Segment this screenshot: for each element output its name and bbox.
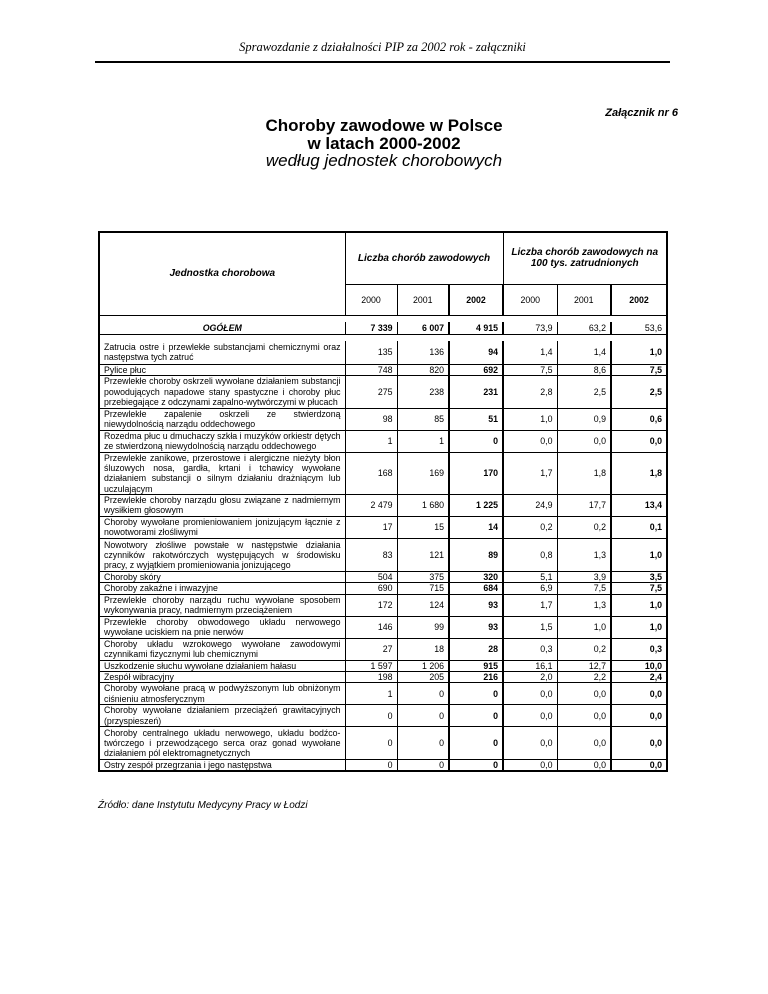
year-header: 2002 [449,284,503,315]
value-cell: 1,0 [503,408,557,430]
value-cell: 0 [449,430,503,452]
value-cell: 1,3 [557,594,611,616]
value-cell: 0 [345,727,397,760]
value-cell: 1 [345,683,397,705]
value-cell: 1,0 [611,341,667,364]
diseases-table [98,231,668,772]
value-cell: 7,5 [611,583,667,594]
table-row [99,583,667,594]
value-cell: 7,5 [557,583,611,594]
value-cell: 2,5 [611,375,667,408]
title-line-1: Choroby zawodowe w Polsce [265,116,503,135]
value-cell: 0,0 [503,760,557,772]
value-cell: 168 [345,452,397,494]
value-cell: 320 [449,571,503,582]
value-cell: 1,4 [557,341,611,364]
value-cell: 1,8 [557,452,611,494]
value-cell: 0 [397,705,449,727]
value-cell: 0 [449,727,503,760]
value-cell: 0 [397,727,449,760]
value-cell: 0,9 [557,408,611,430]
value-cell: 7,5 [503,364,557,375]
value-cell: 0,0 [503,705,557,727]
table-row [99,452,667,494]
value-cell: 12,7 [557,660,611,671]
value-cell: 3,5 [611,571,667,582]
value-cell: 0,0 [611,683,667,705]
value-cell: 0,0 [503,683,557,705]
value-cell: 0 [449,683,503,705]
disease-name: Pylice płuc [99,364,345,375]
value-cell: 94 [449,341,503,364]
table-row [99,616,667,638]
disease-name: Choroby wywołane promieniowaniem jonizującym łącznie z nowotworami złośliwymi [99,516,345,538]
year-header: 2000 [503,284,557,315]
table-row [99,364,667,375]
table-row [99,571,667,582]
disease-name: Zespół wibracyjny [99,671,345,682]
value-cell: 0,2 [503,516,557,538]
value-cell: 0,0 [557,683,611,705]
table-row [99,671,667,682]
group-header-counts: Liczba chorób zawodowych [345,232,503,284]
value-cell: 170 [449,452,503,494]
value-cell: 2,5 [557,375,611,408]
value-cell: 2,4 [611,671,667,682]
value-cell: 216 [449,671,503,682]
value-cell: 1,7 [503,594,557,616]
value-cell: 1,5 [503,616,557,638]
value-cell: 51 [449,408,503,430]
table-row [99,760,667,772]
value-cell: 0 [397,683,449,705]
value-cell: 0,0 [557,430,611,452]
value-cell: 0,2 [557,638,611,660]
value-cell: 2,8 [503,375,557,408]
value-cell: 85 [397,408,449,430]
value-cell: 375 [397,571,449,582]
disease-name: Choroby centralnego układu nerwowego, układu bodźco-twórczego i przewodzącego serca oraz gonad wywołane działaniem pól elektromagnetycznych [99,727,345,760]
value-cell: 0,3 [611,638,667,660]
table-row [99,727,667,760]
value-cell: 1,4 [503,341,557,364]
disease-name: Przewlekłe choroby oskrzeli wywołane działaniem substancji powodujących napadowe stany spastyczne i choroby płuc przebiegające z odczynami zapalno-wytwórczymi w płucach [99,375,345,408]
value-cell: 748 [345,364,397,375]
value-cell: 205 [397,671,449,682]
value-cell: 17 [345,516,397,538]
value-cell: 0 [345,705,397,727]
disease-name: Przewlekłe choroby narządu głosu związane z nadmiernym wysiłkiem głosowym [99,494,345,516]
total-value: 6 007 [397,322,449,335]
total-value: 73,9 [503,322,557,335]
value-cell: 238 [397,375,449,408]
table-row [99,683,667,705]
value-cell: 0,0 [557,727,611,760]
value-cell: 8,6 [557,364,611,375]
value-cell: 1,0 [611,594,667,616]
value-cell: 1 597 [345,660,397,671]
value-cell: 18 [397,638,449,660]
disease-name: Choroby wywołane pracą w podwyższonym lub obniżonym ciśnieniu atmosferycznym [99,683,345,705]
value-cell: 14 [449,516,503,538]
value-cell: 13,4 [611,494,667,516]
value-cell: 3,9 [557,571,611,582]
value-cell: 99 [397,616,449,638]
table-row [99,705,667,727]
table-row [99,538,667,571]
value-cell: 0 [397,760,449,772]
value-cell: 231 [449,375,503,408]
table-row [99,516,667,538]
disease-name: Rozedma płuc u dmuchaczy szkła i muzyków orkiestr dętych ze stwierdzoną niewydolnością narządu oddechowego [99,430,345,452]
value-cell: 2 479 [345,494,397,516]
title-line-3: według jednostek chorobowych [265,151,503,170]
disease-name: Ostry zespół przegrzania i jego następstwa [99,760,345,772]
table-row [99,408,667,430]
disease-name: Uszkodzenie słuchu wywołane działaniem hałasu [99,660,345,671]
value-cell: 0,0 [611,760,667,772]
value-cell: 1 680 [397,494,449,516]
value-cell: 89 [449,538,503,571]
value-cell: 93 [449,616,503,638]
value-cell: 1 [397,430,449,452]
table-row [99,494,667,516]
value-cell: 15 [397,516,449,538]
disease-name: Przewlekłe choroby narządu ruchu wywołane sposobem wykonywania pracy, nadmiernym przeciążeniem [99,594,345,616]
value-cell: 1,7 [503,452,557,494]
value-cell: 1 [345,430,397,452]
disease-name: Choroby układu wzrokowego wywołane zawodowymi czynnikami fizycznymi lub chemicznymi [99,638,345,660]
disease-name: Zatrucia ostre i przewlekłe substancjami chemicznymi oraz następstwa tych zatruć [99,341,345,364]
group-header-rates: Liczba chorób zawodowych na 100 tys. zatrudnionych [503,232,667,284]
disease-name: Choroby skóry [99,571,345,582]
table-row [99,638,667,660]
disease-name: Przewlekłe zapalenie oskrzeli ze stwierdzoną niewydolnością narządu oddechowego [99,408,345,430]
value-cell: 0,0 [611,705,667,727]
total-value: 7 339 [345,322,397,335]
value-cell: 0,0 [557,760,611,772]
value-cell: 0,6 [611,408,667,430]
year-header: 2000 [345,284,397,315]
value-cell: 690 [345,583,397,594]
value-cell: 83 [345,538,397,571]
disease-name: Choroby zakaźne i inwazyjne [99,583,345,594]
value-cell: 820 [397,364,449,375]
value-cell: 121 [397,538,449,571]
value-cell: 684 [449,583,503,594]
value-cell: 198 [345,671,397,682]
value-cell: 10,0 [611,660,667,671]
table-row [99,375,667,408]
value-cell: 692 [449,364,503,375]
total-row-label: OGÓŁEM [99,322,345,335]
value-cell: 146 [345,616,397,638]
value-cell: 172 [345,594,397,616]
attachment-label: Załącznik nr 6 [605,107,678,119]
value-cell: 28 [449,638,503,660]
value-cell: 17,7 [557,494,611,516]
value-cell: 0 [449,705,503,727]
value-cell: 0,2 [557,516,611,538]
value-cell: 1,3 [557,538,611,571]
value-cell: 0,0 [611,727,667,760]
disease-name: Przewlekłe choroby obwodowego układu nerwowego wywołane uciskiem na pnie nerwów [99,616,345,638]
total-value: 4 915 [449,322,503,335]
value-cell: 0,1 [611,516,667,538]
diseases-table-container [98,231,668,772]
value-cell: 1,0 [557,616,611,638]
value-cell: 915 [449,660,503,671]
disease-name: Choroby wywołane działaniem przeciążeń grawitacyjnych (przyspieszeń) [99,705,345,727]
value-cell: 1,0 [611,538,667,571]
value-cell: 0,0 [503,430,557,452]
value-cell: 1 225 [449,494,503,516]
value-cell: 1,0 [611,616,667,638]
value-cell: 0,0 [557,705,611,727]
value-cell: 0,0 [503,727,557,760]
value-cell: 0 [345,760,397,772]
value-cell: 135 [345,341,397,364]
value-cell: 1,8 [611,452,667,494]
value-cell: 6,9 [503,583,557,594]
value-cell: 5,1 [503,571,557,582]
value-cell: 1 206 [397,660,449,671]
value-cell: 2,2 [557,671,611,682]
title-line-2: w latach 2000-2002 [307,134,461,153]
source-note: Źródło: dane Instytutu Medycyny Pracy w Łodzi [98,800,308,811]
year-header: 2002 [611,284,667,315]
value-cell: 0,8 [503,538,557,571]
column-header-unit: Jednostka chorobowa [99,232,345,315]
value-cell: 169 [397,452,449,494]
disease-name: Przewlekłe zanikowe, przerostowe i alergiczne nieżyty błon śluzowych nosa, gardła, krtani i tchawicy wywołane działaniem substancji o silnym działaniu drażniącym lub uczulającym [99,452,345,494]
header-rule [95,61,670,63]
value-cell: 0 [449,760,503,772]
value-cell: 0,0 [611,430,667,452]
year-header: 2001 [557,284,611,315]
value-cell: 27 [345,638,397,660]
value-cell: 124 [397,594,449,616]
total-value: 53,6 [611,322,667,335]
value-cell: 0,3 [503,638,557,660]
table-row [99,660,667,671]
value-cell: 275 [345,375,397,408]
value-cell: 136 [397,341,449,364]
value-cell: 7,5 [611,364,667,375]
total-value: 63,2 [557,322,611,335]
running-header: Sprawozdanie z działalności PIP za 2002 rok - załączniki [239,40,526,54]
value-cell: 24,9 [503,494,557,516]
disease-name: Nowotwory złośliwe powstałe w następstwie działania czynników rakotwórczych występujących w środowisku pracy, z wyjątkiem promieniowania jonizującego [99,538,345,571]
table-row [99,341,667,364]
value-cell: 16,1 [503,660,557,671]
year-header: 2001 [397,284,449,315]
value-cell: 93 [449,594,503,616]
value-cell: 715 [397,583,449,594]
table-row [99,430,667,452]
value-cell: 504 [345,571,397,582]
value-cell: 98 [345,408,397,430]
value-cell: 2,0 [503,671,557,682]
table-row [99,594,667,616]
